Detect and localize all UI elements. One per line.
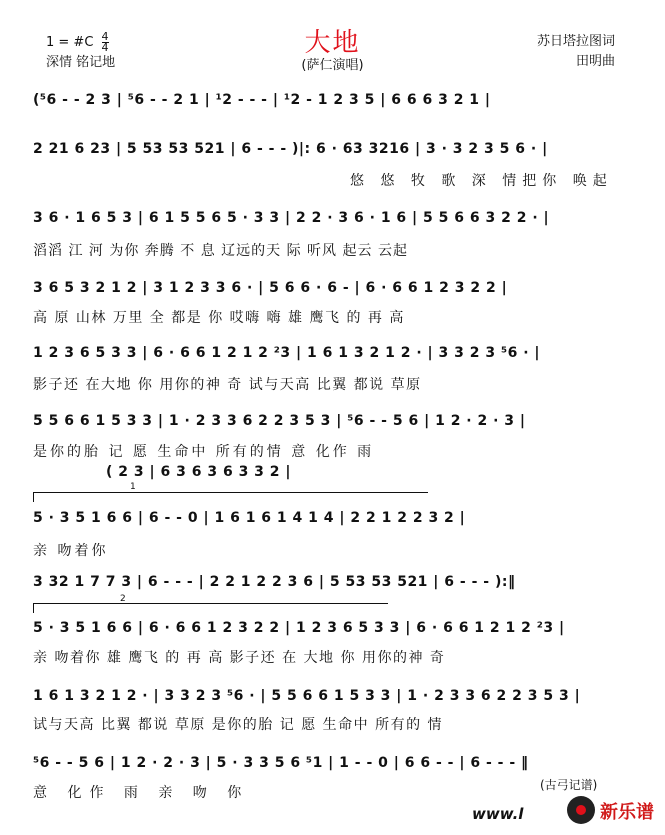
site-logo-text[interactable]: 新乐谱 — [600, 802, 654, 823]
lyrics-row-2: 悠 悠 牧 歌 深 情把你 唤起 — [350, 173, 613, 189]
notes-row-5: 1 2 3 6 5 3 3 | 6 · 6 6 1 2 1 2 ²3 | 1 6 1 3 2 1 2 · | 3 3 2 3 ⁵6 · | — [33, 345, 541, 361]
time-sig-bottom: 4 — [101, 41, 109, 54]
lyrics-row-10: 亲 吻着你 雄 鹰飞 的 再 高 影子还 在 大地 你 用你的神 奇 — [33, 650, 446, 666]
tempo-marking: 深情 铭记地 — [46, 55, 116, 70]
time-sig-top: 4 — [101, 30, 109, 43]
notes-row-12: ⁵6 - - 5 6 | 1 2 · 2 · 3 | 5 · 3 3 5 6 ⁵1 | 1 - - 0 | 6 6 - - | 6 - - - ‖ — [33, 755, 529, 771]
notes-row-9: 3 32 1 7 7 3 | 6 - - - | 2 2 1 2 2 3 6 | 5 53 53 521 | 6 - - - ):‖ — [33, 574, 516, 590]
notes-row-7: ( 2 3 | 6 3 6 3 6 3 3 2 | — [106, 464, 292, 480]
credits — [505, 32, 615, 72]
lyrics-row-8: 亲 吻着你 — [33, 543, 109, 559]
record-disc-icon — [567, 796, 595, 824]
notes-row-11: 1 6 1 3 2 1 2 · | 3 3 2 3 ⁵6 · | 5 5 6 6 1 5 3 3 | 1 · 2 3 3 6 2 2 3 5 3 | — [33, 688, 581, 704]
volta-2-label: 2 — [120, 594, 126, 604]
lyrics-row-11: 试与天高 比翼 都说 草原 是你的胎 记 愿 生命中 所有的 情 — [33, 717, 444, 733]
volta-1-line — [33, 492, 428, 493]
lyrics-row-4: 高 原 山林 万里 全 都是 你 哎嗨 嗨 雄 鹰飞 的 再 高 — [33, 310, 405, 326]
singer-credit: (萨仁演唱) — [301, 58, 364, 73]
notes-row-1: (⁵6 - - 2 3 | ⁵6 - - 2 1 | ¹2 - - - | ¹2 - 1 2 3 5 | 6 6 6 3 2 1 | — [33, 92, 491, 108]
notes-row-4: 3 6 5 3 2 1 2 | 3 1 2 3 3 6 · | 5 6 6 · 6 - | 6 · 6 6 1 2 3 2 2 | — [33, 280, 508, 296]
site-url[interactable]: www.l — [472, 805, 524, 823]
lyricist-credit: 苏日塔拉图词 — [536, 34, 615, 49]
notes-row-6: 5 5 6 6 1 5 3 3 | 1 · 2 3 3 6 2 2 3 5 3 | ⁵6 - - 5 6 | 1 2 · 2 · 3 | — [33, 413, 526, 429]
volta-1-label: 1 — [130, 482, 136, 492]
notes-row-10: 5 · 3 5 1 6 6 | 6 · 6 6 1 2 3 2 2 | 1 2 3 6 5 3 3 | 6 · 6 6 1 2 1 2 ²3 | — [33, 620, 565, 636]
lyrics-row-12: 意 化作 雨 亲 吻 你 — [33, 785, 250, 801]
notes-row-8: 5 · 3 5 1 6 6 | 6 - - 0 | 1 6 1 6 1 4 1 4 | 2 2 1 2 2 3 2 | — [33, 510, 466, 526]
notes-row-2: 2 21 6 23 | 5 53 53 521 | 6 - - - )|: 6 · 63 3216 | 3 · 3 2 3 5 6 · | — [33, 141, 548, 157]
song-title: 大地 — [304, 28, 361, 58]
volta-2-hook — [33, 603, 34, 613]
notes-row-3: 3 6 · 1 6 5 3 | 6 1 5 5 6 5 · 3 3 | 2 2 · 3 6 · 1 6 | 5 5 6 6 3 2 2 · | — [33, 210, 550, 226]
scribe-credit: (古弓记谱) — [540, 778, 598, 792]
volta-2-line — [33, 603, 388, 604]
lyrics-row-6: 是你的胎 记 愿 生命中 所有的情 意 化作 雨 — [33, 444, 375, 460]
composer-credit: 田明曲 — [575, 54, 615, 69]
volta-1-hook — [33, 492, 34, 502]
lyrics-row-5: 影子还 在大地 你 用你的神 奇 试与天高 比翼 都说 草原 — [33, 377, 422, 393]
key-label: 1 = #C — [46, 35, 94, 50]
lyrics-row-3: 滔滔 江 河 为你 奔腾 不 息 辽远的天 际 听风 起云 云起 — [33, 243, 408, 259]
